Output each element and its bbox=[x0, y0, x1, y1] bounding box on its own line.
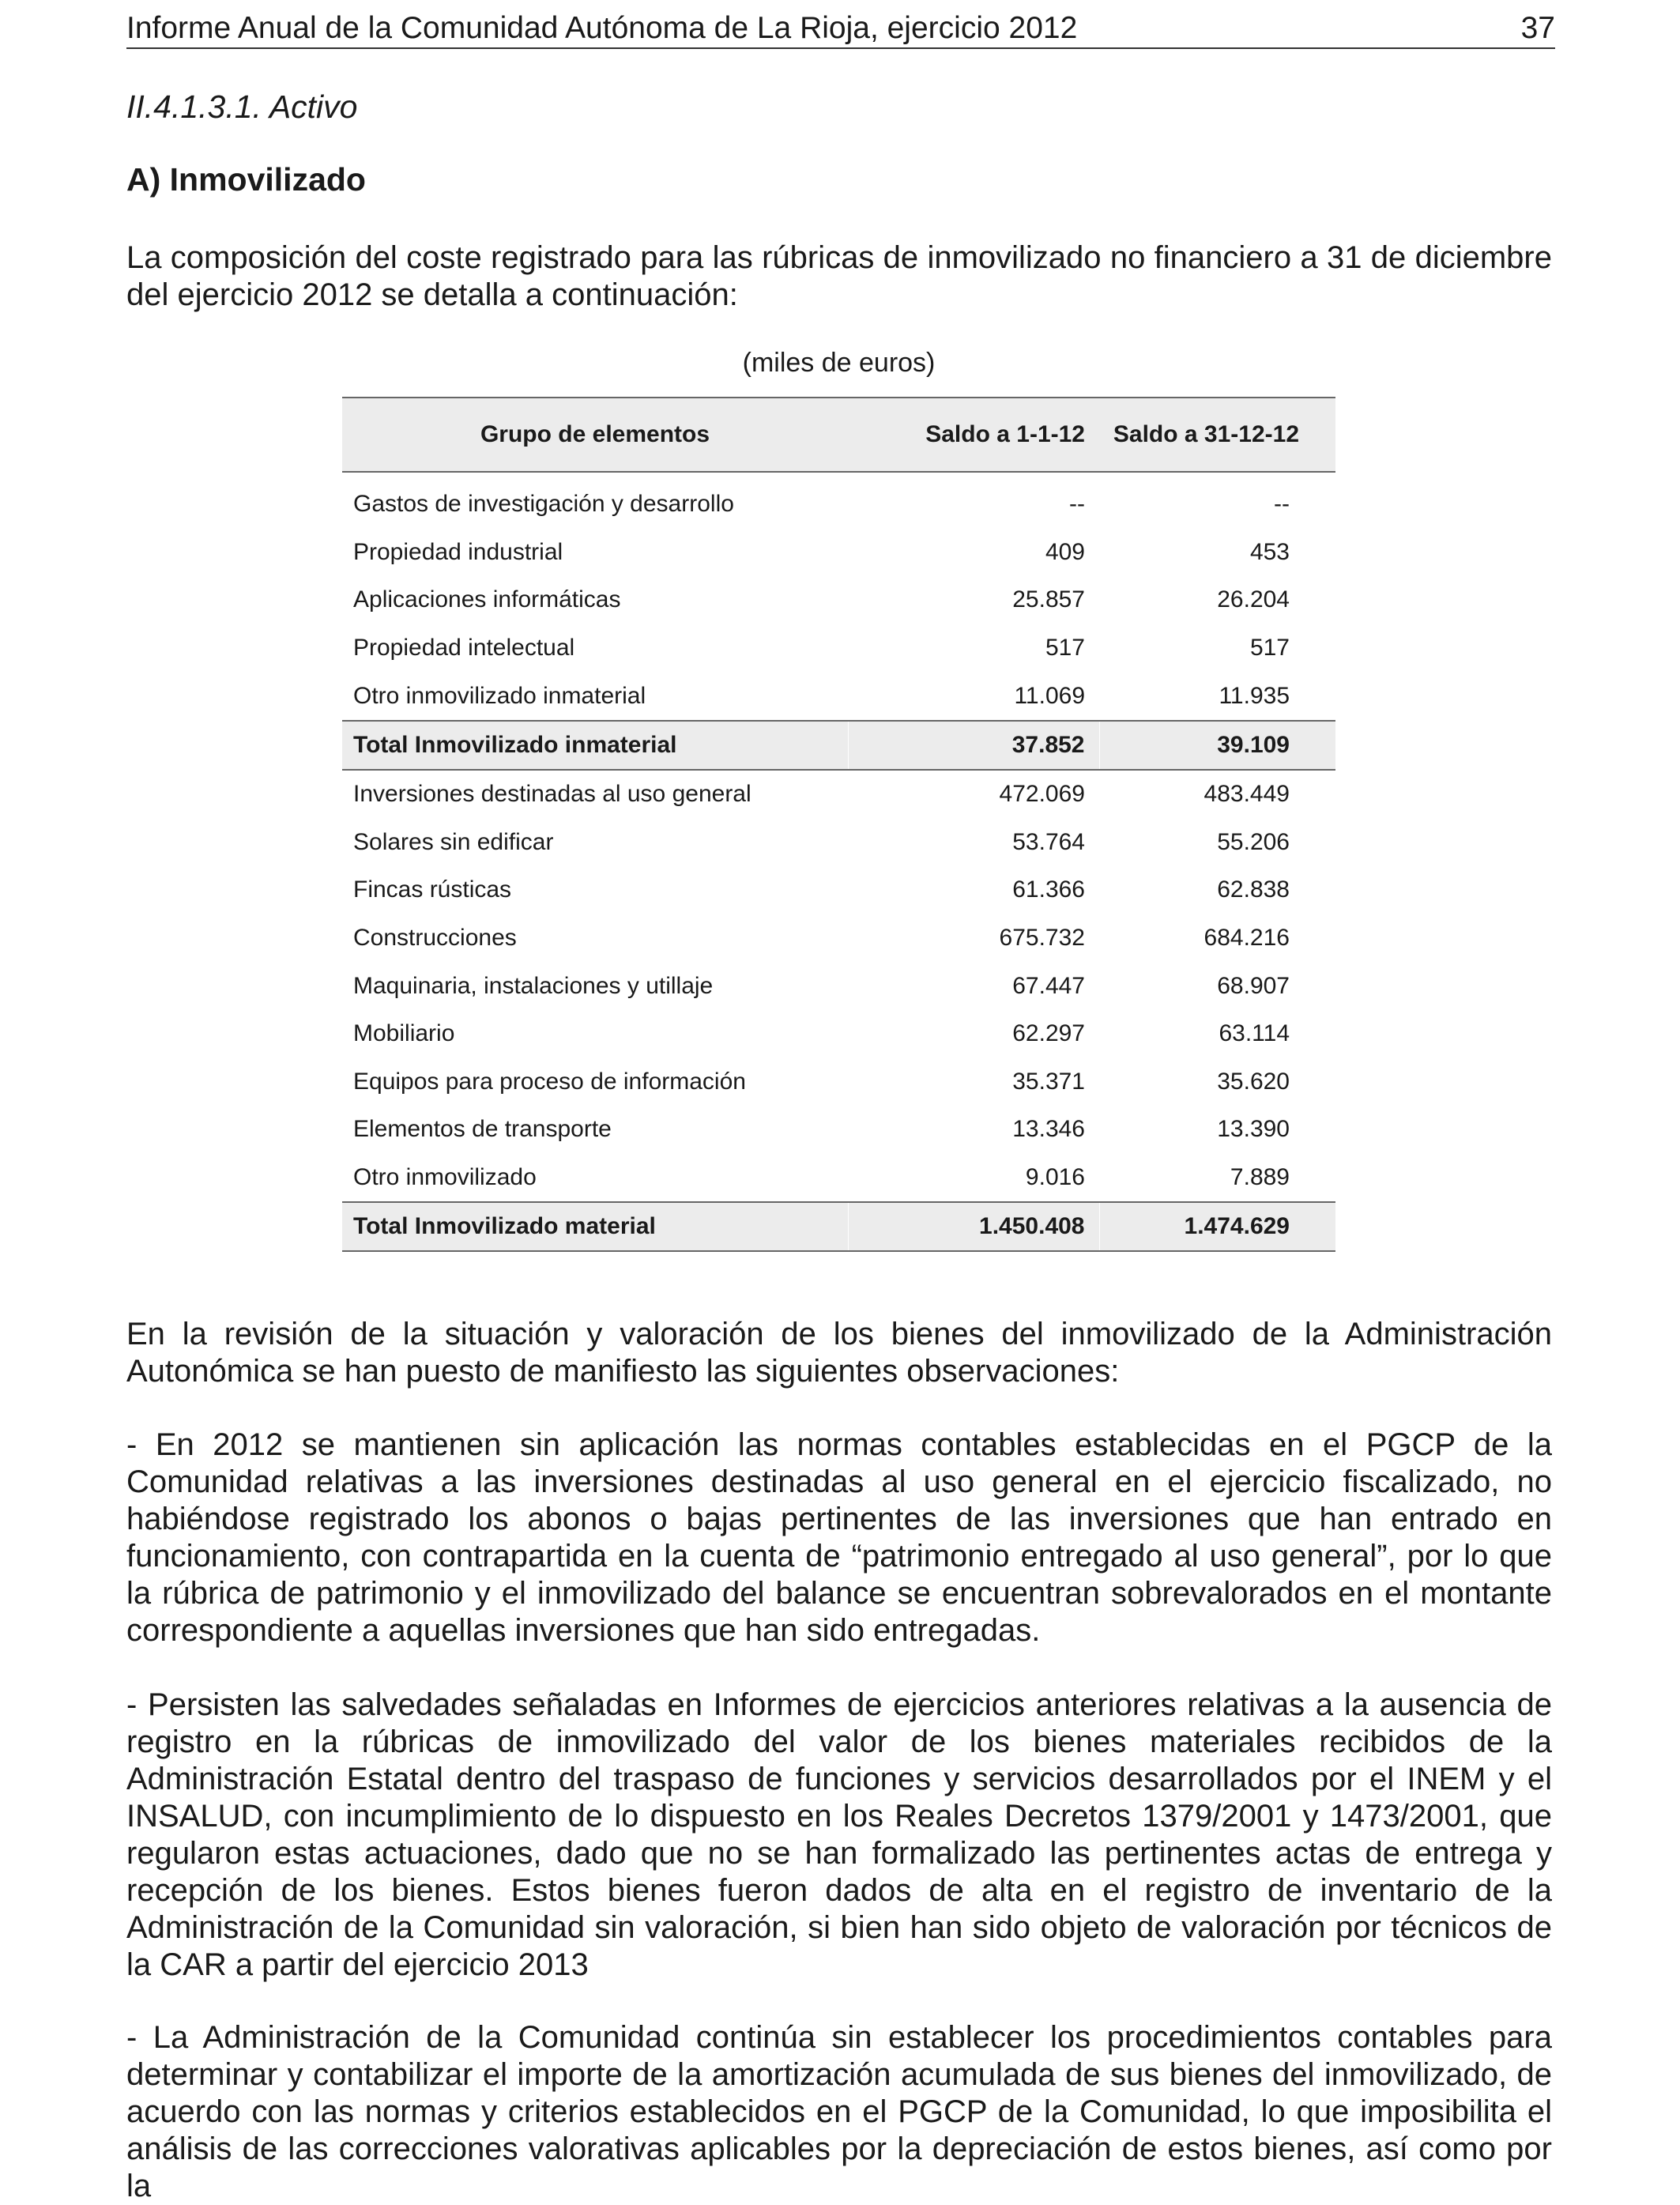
row-value-start: 25.857 bbox=[1012, 586, 1085, 613]
table-row bbox=[342, 624, 1335, 673]
row-value-end: 62.838 bbox=[1217, 876, 1290, 903]
row-value-start: 11.069 bbox=[1014, 682, 1085, 709]
row-value-end: 68.907 bbox=[1217, 972, 1290, 999]
row-value-start: 61.366 bbox=[1012, 876, 1085, 903]
row-label: Construcciones bbox=[353, 925, 517, 952]
header-saldo-final: Saldo a 31-12-12 bbox=[1099, 398, 1335, 472]
table-row bbox=[342, 914, 1335, 963]
row-value-start: 675.732 bbox=[999, 925, 1085, 952]
row-value-start: 53.764 bbox=[1012, 828, 1085, 855]
section-number: II.4.1.3.1. Activo bbox=[126, 89, 358, 125]
row-value-end: 483.449 bbox=[1203, 781, 1290, 808]
table-row bbox=[342, 1010, 1335, 1058]
observation-paragraph-2: - Persisten las salvedades señaladas en Informes de ejercicios anteriores relativas a la ausencia de registro en la rúbricas de inmovilizado del valor de los bienes materiales recibidos de la Administración Estatal dentro del traspaso de funciones y servicios desarrollados por el INEM y el INSALUD, con incumplimiento de lo dispuesto en los Reales Decretos 1379/2001 y 1473/2001, que regularon estas actuaciones, dado que no se han formalizado las pertinentes actas de entrega y recepción de los bienes. Estos bienes fueron dados de alta en el registro de inventario de la Administración de la Comunidad sin valoración, si bien han sido objeto de valoración por técnicos de la CAR a partir del ejercicio 2013 bbox=[126, 1687, 1552, 1982]
row-label: Total Inmovilizado material bbox=[342, 1202, 848, 1251]
observation-paragraph-1: - En 2012 se mantienen sin aplicación las normas contables establecidas en el PGCP de la Comunidad relativas a las inversiones destinadas al uso general en el ejercicio fiscalizado, no habiéndose registrado los abonos o bajas pertinentes de las inversiones que han entrado en funcionamiento, con contrapartida en la cuenta de “patrimonio entregado al uso general”, por lo que la rúbrica de patrimonio y el inmovilizado del balance se encuentran sobrevalorados en el montante correspondiente a aquellas inversiones que han sido entregadas. bbox=[126, 1427, 1552, 1648]
row-value-end: 7.889 bbox=[1230, 1164, 1290, 1191]
table-row bbox=[342, 1058, 1335, 1106]
row-value-end: -- bbox=[1274, 491, 1290, 518]
section-title: A) Inmovilizado bbox=[126, 161, 366, 198]
row-value-end: 11.935 bbox=[1219, 682, 1290, 709]
row-value-start: 409 bbox=[1045, 538, 1085, 565]
table-row bbox=[342, 819, 1335, 867]
row-label: Solares sin edificar bbox=[353, 828, 554, 855]
row-value-start: 1.450.408 bbox=[848, 1202, 1099, 1251]
table-row bbox=[342, 770, 1335, 819]
row-value-start: 9.016 bbox=[1025, 1164, 1085, 1191]
row-label: Mobiliario bbox=[353, 1020, 455, 1047]
row-value-start: 472.069 bbox=[999, 781, 1085, 808]
row-label: Otro inmovilizado inmaterial bbox=[353, 682, 646, 709]
row-label: Gastos de investigación y desarrollo bbox=[353, 491, 734, 518]
row-value-start: -- bbox=[1069, 491, 1085, 518]
row-value-end: 26.204 bbox=[1217, 586, 1290, 613]
row-label: Inversiones destinadas al uso general bbox=[353, 781, 751, 808]
page-number: 37 bbox=[1520, 11, 1555, 45]
row-label: Aplicaciones informáticas bbox=[353, 586, 621, 613]
row-value-start: 67.447 bbox=[1012, 972, 1085, 999]
table-header-row bbox=[342, 398, 1335, 472]
table-row bbox=[342, 1154, 1335, 1203]
table-row bbox=[342, 529, 1335, 577]
total-row-material bbox=[342, 1202, 1335, 1251]
row-value-end: 35.620 bbox=[1217, 1068, 1290, 1095]
table-row bbox=[342, 576, 1335, 624]
table-units: (miles de euros) bbox=[742, 348, 936, 378]
row-value-start: 62.297 bbox=[1012, 1020, 1085, 1047]
row-label: Propiedad intelectual bbox=[353, 635, 575, 662]
row-label: Otro inmovilizado bbox=[353, 1164, 537, 1191]
row-value-start: 13.346 bbox=[1012, 1116, 1085, 1143]
intro-paragraph: La composición del coste registrado para las rúbricas de inmovilizado no financiero a 31 de diciembre del ejercicio 2012 se detalla a continuación: bbox=[126, 240, 1552, 312]
table-row bbox=[342, 1106, 1335, 1154]
row-value-start: 517 bbox=[1045, 635, 1085, 662]
row-label: Maquinaria, instalaciones y utillaje bbox=[353, 972, 714, 999]
observation-paragraph-3: - La Administración de la Comunidad continúa sin establecer los procedimientos contables para determinar y contabilizar el importe de la amortización acumulada de sus bienes del inmovilizado, de acuerdo con las normas y criterios establecidos en el PGCP de la Comunidad, lo que imposibilita el análisis de las correcciones valorativas aplicables por la depreciación de estos bienes, así como por la bbox=[126, 2020, 1552, 2203]
row-value-end: 517 bbox=[1249, 635, 1290, 662]
page-header bbox=[126, 9, 1555, 49]
row-label: Equipos para proceso de información bbox=[353, 1068, 746, 1095]
row-value-end: 453 bbox=[1249, 538, 1290, 565]
row-value-start: 35.371 bbox=[1012, 1068, 1085, 1095]
row-label: Total Inmovilizado inmaterial bbox=[342, 721, 848, 770]
header-saldo-inicial: Saldo a 1-1-12 bbox=[848, 398, 1099, 472]
table-row bbox=[342, 672, 1335, 721]
row-label: Fincas rústicas bbox=[353, 876, 512, 903]
row-value-end: 684.216 bbox=[1203, 925, 1290, 952]
total-row-inmaterial bbox=[342, 721, 1335, 770]
header-title: Informe Anual de la Comunidad Autónoma de La Rioja, ejercicio 2012 bbox=[126, 11, 1078, 45]
row-value-start: 37.852 bbox=[848, 721, 1099, 770]
row-value-end: 55.206 bbox=[1217, 828, 1290, 855]
row-label: Propiedad industrial bbox=[353, 538, 563, 565]
table-row bbox=[342, 866, 1335, 914]
row-label: Elementos de transporte bbox=[353, 1116, 612, 1143]
table-row bbox=[342, 962, 1335, 1010]
header-group: Grupo de elementos bbox=[342, 398, 848, 472]
observations-intro: En la revisión de la situación y valoración de los bienes del inmovilizado de la Administración Autonómica se han puesto de manifiesto las siguientes observaciones: bbox=[126, 1317, 1552, 1389]
row-value-end: 39.109 bbox=[1099, 721, 1335, 770]
row-value-end: 1.474.629 bbox=[1099, 1202, 1335, 1251]
row-value-end: 13.390 bbox=[1217, 1116, 1290, 1143]
table-row bbox=[342, 472, 1335, 529]
row-value-end: 63.114 bbox=[1219, 1020, 1290, 1047]
assets-table bbox=[342, 397, 1335, 1252]
